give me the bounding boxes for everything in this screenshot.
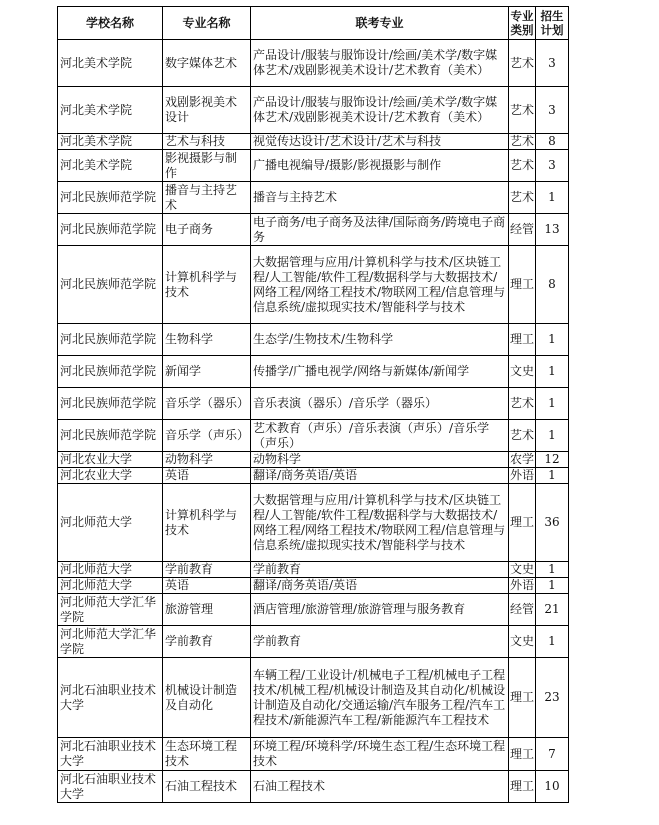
table-row: [58, 484, 569, 562]
cell-exam-major: 艺术教育（声乐）/音乐表演（声乐）/音乐学（声乐）: [251, 420, 509, 452]
table-row: [58, 738, 569, 771]
table-row: [58, 356, 569, 388]
cell-category: 理工: [509, 771, 536, 803]
cell-category: 农学: [509, 452, 534, 466]
table-row: [58, 134, 569, 150]
table-row: [58, 468, 569, 484]
cell-school: 河北民族师范学院: [58, 324, 163, 356]
cell-plan: 1: [536, 182, 569, 214]
cell-plan: 1: [536, 562, 569, 578]
cell-category: 外语: [509, 578, 534, 592]
cell-major: 音乐学（器乐）: [163, 388, 251, 420]
cell-category: 理工: [509, 484, 536, 562]
cell-exam-major: 音乐表演（器乐）/音乐学（器乐）: [251, 388, 509, 420]
cell-exam-major: 产品设计/服装与服饰设计/绘画/美术学/数字媒体艺术/戏剧影视美术设计/艺术教育（美术）: [251, 87, 509, 134]
cell-plan: 13: [536, 214, 569, 246]
cell-school: 河北美术学院: [58, 87, 163, 134]
cell-major: 英语: [163, 578, 251, 594]
cell-major: 旅游管理: [163, 594, 251, 626]
cell-category: 外语: [509, 468, 534, 482]
header-row: [58, 7, 569, 40]
table-row: [58, 658, 569, 738]
cell-school: 河北师范大学: [58, 578, 163, 594]
cell-exam-major: 播音与主持艺术: [251, 182, 509, 214]
cell-major: 艺术与科技: [163, 134, 251, 150]
cell-exam-major: 大数据管理与应用/计算机科学与技术/区块链工程/人工智能/软件工程/数据科学与大数据技术/网络工程/网络工程技术/物联网工程/信息管理与信息系统/虚拟现实技术/智能科学与技术: [251, 246, 509, 324]
cell-exam-major: 广播电视编导/摄影/影视摄影与制作: [251, 150, 509, 182]
cell-school: 河北民族师范学院: [58, 356, 163, 388]
cell-exam-major: 环境工程/环境科学/环境生态工程/生态环境工程技术: [251, 738, 509, 771]
cell-category: 艺术: [509, 420, 536, 452]
cell-plan: 8: [536, 134, 569, 150]
cell-plan: 3: [536, 150, 569, 182]
cell-category: 经管: [509, 594, 536, 626]
cell-school: 河北石油职业技术大学: [58, 658, 163, 738]
cell-major: 机械设计制造及自动化: [163, 658, 251, 738]
cell-school: 河北民族师范学院: [58, 420, 163, 452]
cell-major: 生物科学: [163, 324, 251, 356]
table-row: [58, 562, 569, 578]
table-row: [58, 87, 569, 134]
cell-category: 艺术: [509, 388, 536, 420]
table-row: [58, 324, 569, 356]
header-exam-major: 联考专业: [251, 7, 509, 40]
cell-plan: 1: [536, 324, 569, 356]
cell-major: 戏剧影视美术设计: [163, 87, 251, 134]
cell-major: 生态环境工程技术: [163, 738, 251, 771]
cell-major: 英语: [163, 468, 251, 484]
cell-plan: 1: [536, 468, 569, 484]
cell-major: 计算机科学与技术: [163, 484, 251, 562]
cell-major: 影视摄影与制作: [163, 150, 251, 182]
cell-exam-major: 动物科学: [251, 452, 509, 468]
table-row: [58, 452, 569, 468]
table-row: [58, 578, 569, 594]
header-major: 专业名称: [163, 7, 251, 40]
cell-exam-major: 翻译/商务英语/英语: [251, 578, 509, 594]
table-row: [58, 246, 569, 324]
cell-major: 动物科学: [163, 452, 251, 468]
cell-plan: 8: [536, 246, 569, 324]
cell-exam-major: 大数据管理与应用/计算机科学与技术/区块链工程/人工智能/软件工程/数据科学与大数据技术/网络工程/网络工程技术/物联网工程/信息管理与信息系统/虚拟现实技术/智能科学与技术: [251, 484, 509, 562]
cell-plan: 1: [536, 626, 569, 658]
cell-exam-major: 学前教育: [251, 626, 509, 658]
table-row: [58, 214, 569, 246]
cell-school: 河北师范大学: [58, 562, 163, 578]
cell-school: 河北师范大学汇华学院: [58, 594, 163, 626]
cell-major: 学前教育: [163, 562, 251, 578]
cell-exam-major: 生态学/生物技术/生物科学: [251, 324, 509, 356]
cell-plan: 1: [536, 578, 569, 594]
cell-school: 河北美术学院: [58, 40, 163, 87]
cell-category: 文史: [509, 626, 536, 658]
cell-major: 新闻学: [163, 356, 251, 388]
cell-plan: 10: [536, 771, 569, 803]
cell-plan: 21: [536, 594, 569, 626]
cell-category: 理工: [509, 738, 536, 771]
cell-plan: 3: [536, 40, 569, 87]
cell-exam-major: 电子商务/电子商务及法律/国际商务/跨境电子商务: [251, 214, 509, 246]
cell-school: 河北石油职业技术大学: [58, 771, 163, 803]
header-school: 学校名称: [58, 7, 163, 40]
table-row: [58, 626, 569, 658]
cell-exam-major: 学前教育: [251, 562, 509, 578]
cell-plan: 1: [536, 388, 569, 420]
cell-category: 艺术: [509, 150, 536, 182]
header-plan: 招生计划: [536, 7, 569, 40]
cell-category: 艺术: [509, 182, 536, 214]
cell-major: 播音与主持艺术: [163, 182, 251, 214]
cell-school: 河北民族师范学院: [58, 214, 163, 246]
cell-exam-major: 视觉传达设计/艺术设计/艺术与科技: [251, 134, 509, 150]
cell-school: 河北民族师范学院: [58, 246, 163, 324]
cell-school: 河北农业大学: [58, 468, 163, 484]
cell-major: 学前教育: [163, 626, 251, 658]
cell-plan: 36: [536, 484, 569, 562]
table-row: [58, 594, 569, 626]
cell-school: 河北师范大学: [58, 484, 163, 562]
cell-category: 艺术: [509, 134, 534, 148]
cell-exam-major: 产品设计/服装与服饰设计/绘画/美术学/数字媒体艺术/戏剧影视美术设计/艺术教育（美术）: [251, 40, 509, 87]
table-row: [58, 182, 569, 214]
cell-category: 文史: [509, 356, 536, 388]
cell-school: 河北美术学院: [58, 150, 163, 182]
table-body: [58, 40, 569, 803]
cell-school: 河北美术学院: [58, 134, 163, 150]
cell-exam-major: 酒店管理/旅游管理/旅游管理与服务教育: [251, 594, 509, 626]
cell-exam-major: 传播学/广播电视学/网络与新媒体/新闻学: [251, 356, 509, 388]
cell-plan: 1: [536, 420, 569, 452]
cell-exam-major: 翻译/商务英语/英语: [251, 468, 509, 484]
cell-school: 河北民族师范学院: [58, 182, 163, 214]
admission-table-wrapper: [57, 6, 569, 803]
admission-table: [57, 6, 569, 803]
cell-category: 艺术: [509, 40, 536, 87]
cell-category: 艺术: [509, 87, 536, 134]
cell-plan: 1: [536, 356, 569, 388]
cell-category: 经管: [509, 214, 536, 246]
header-category: 专业类别: [509, 7, 536, 40]
cell-plan: 3: [536, 87, 569, 134]
cell-major: 电子商务: [163, 214, 251, 246]
table-row: [58, 420, 569, 452]
cell-exam-major: 车辆工程/工业设计/机械电子工程/机械电子工程技术/机械工程/机械设计制造及其自动化/机械设计制造及自动化/交通运输/汽车服务工程/汽车工程技术/新能源汽车工程/新能源汽车工程技术: [251, 658, 509, 738]
cell-category: 理工: [509, 658, 536, 738]
cell-exam-major: 石油工程技术: [251, 771, 509, 803]
cell-major: 音乐学（声乐）: [163, 420, 251, 452]
cell-major: 数字媒体艺术: [163, 40, 251, 87]
cell-major: 计算机科学与技术: [163, 246, 251, 324]
cell-school: 河北民族师范学院: [58, 388, 163, 420]
cell-plan: 23: [536, 658, 569, 738]
cell-category: 理工: [509, 324, 536, 356]
cell-school: 河北师范大学汇华学院: [58, 626, 163, 658]
table-row: [58, 150, 569, 182]
cell-plan: 7: [536, 738, 569, 771]
table-row: [58, 388, 569, 420]
cell-category: 文史: [509, 562, 534, 576]
table-row: [58, 771, 569, 803]
cell-major: 石油工程技术: [163, 771, 251, 803]
cell-school: 河北农业大学: [58, 452, 163, 468]
cell-category: 理工: [509, 246, 536, 324]
cell-school: 河北石油职业技术大学: [58, 738, 163, 771]
table-row: [58, 40, 569, 87]
cell-plan: 12: [536, 452, 569, 468]
